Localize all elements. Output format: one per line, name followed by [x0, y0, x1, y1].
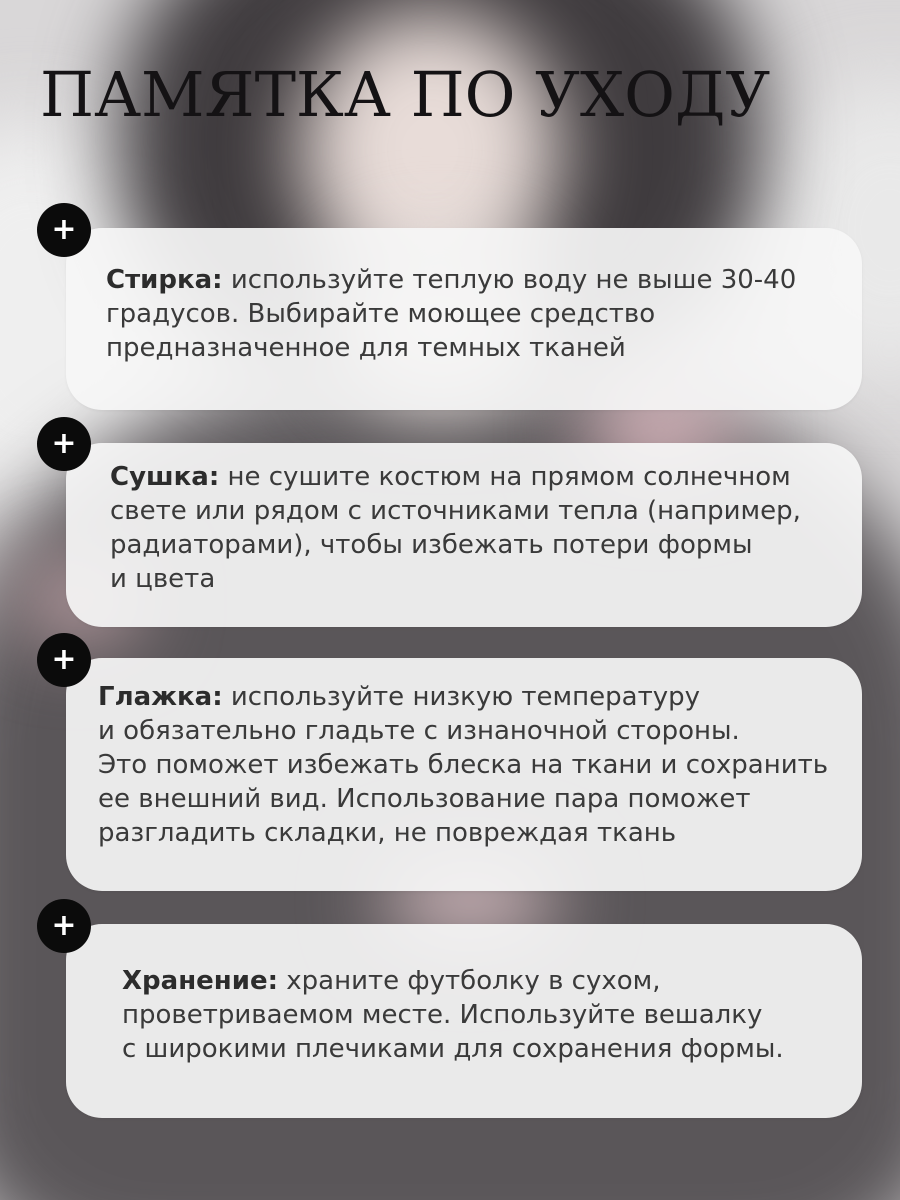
care-label-storage: Хранение: [122, 966, 279, 996]
care-card-drying [66, 443, 862, 627]
page-title: ПАМЯТКА ПО УХОДУ [40, 58, 771, 131]
care-text-ironing: Глажка: используйте низкую температуру и обязательно гладьте с изнаночной стороны. Это поможет избежать блеска на ткани и сохранить ее внешний вид. Использование пара поможет разгладить складки, не повреждая ткань [98, 682, 829, 848]
care-card-storage [66, 924, 862, 1118]
care-text-storage: Хранение: храните футболку в сухом, проветриваемом месте. Используйте вешалку с широкими плечиками для сохранения формы. [122, 966, 784, 1064]
care-label-ironing: Глажка: [98, 682, 223, 712]
care-text-drying: Сушка: не сушите костюм на прямом солнечном свете или рядом с источниками тепла (например, радиаторами), чтобы избежать потери формы и цвета [110, 462, 801, 594]
care-label-drying: Сушка: [110, 462, 220, 492]
plus-icon: + [37, 203, 91, 257]
plus-icon: + [37, 417, 91, 471]
plus-icon: + [37, 899, 91, 953]
care-card-washing [66, 228, 862, 410]
care-text-washing: Стирка: используйте теплую воду не выше 30-40 градусов. Выбирайте моющее средство предназначенное для темных тканей [106, 265, 797, 363]
care-label-washing: Стирка: [106, 265, 223, 295]
plus-icon: + [37, 633, 91, 687]
care-card-ironing [66, 658, 862, 891]
